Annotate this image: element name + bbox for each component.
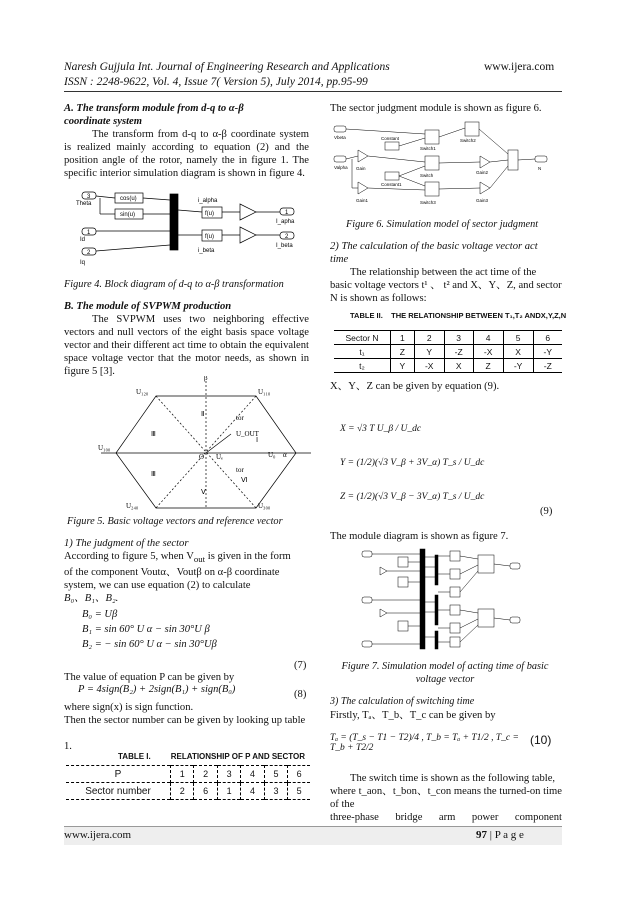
header-rule	[64, 91, 562, 92]
table-2-row-t2	[334, 359, 562, 373]
fig5-sector-5: Ⅴ	[201, 488, 206, 496]
fig4-label-cos: cos(u)	[120, 196, 137, 202]
fig6-label-switch3: Switch3	[420, 200, 436, 205]
fig6-gain1	[358, 182, 368, 194]
fig5-label-origin: O	[199, 453, 205, 461]
table-1-row-p	[66, 766, 310, 783]
figure-7-caption: Figure 7. Simulation model of acting time of basic voltage vector	[341, 661, 549, 685]
fig5-label-alpha: α	[283, 451, 287, 459]
fig5-sector-1: Ⅰ	[256, 436, 259, 444]
table-cell: 4	[241, 783, 264, 800]
fig4-label-fu-2: f(u)	[205, 234, 214, 240]
fig6-label-switch2: Switch2	[460, 138, 476, 143]
table-cell: 1	[171, 766, 194, 783]
fig5-label-uout: U_OUT	[236, 430, 259, 438]
fig4-gain-1	[240, 204, 256, 220]
figure-4-caption: Figure 4. Block diagram of d-q to α-β transformation	[64, 279, 284, 290]
section-a-paragraph: The transform from d-q to α-β coordinate system is realized mainly according to equation (2) and the position angle of the rotor, namely the in figure 1. The specific interior simulation diagram is shown in figure 4.	[64, 129, 309, 179]
journal-url[interactable]: www.ijera.com	[484, 61, 555, 73]
fig4-label-out-2: 2	[285, 234, 289, 240]
fig5-label-u0: U₀	[268, 451, 276, 459]
final-paragraph: The switch time is shown as the following table, where t_aon、t_bon、t_con means the turned-on time of the three-phase bridge arm power component	[330, 773, 562, 823]
fig5-sector-3: Ⅲ	[151, 430, 156, 438]
table-cell: Sector N	[345, 332, 379, 343]
table-2-row-t1	[334, 345, 562, 359]
equation-8: P = 4sign(B₂) + 2sign(B₁) + sign(B₀)	[78, 684, 236, 695]
table-2-title: TABLE II. THE RELATIONSHIP BETWEEN T₁,T₂ ANDX,Y,Z,N	[350, 311, 567, 320]
table-cell: 2	[171, 783, 194, 800]
fig4-label-id: Id	[80, 237, 86, 243]
equation-7-number: (7)	[294, 660, 307, 671]
paragraph-p-intro: The value of equation P can be given by	[64, 672, 235, 683]
fig6-label-n: N	[538, 166, 542, 171]
table-2	[334, 330, 562, 373]
fig6-gain	[358, 150, 368, 162]
fig6-label-gain2: Gain2	[476, 170, 489, 175]
fig4-label-iapha: I_apha	[276, 219, 295, 225]
table-cell: 6	[194, 783, 217, 800]
table-cell: 3	[264, 783, 287, 800]
paragraph-one: 1.	[64, 741, 72, 752]
fig5-label-tor2: tor	[236, 466, 244, 474]
fig6-label-constant: Constant	[381, 136, 400, 141]
fig6-label-valpha: Valpha	[334, 165, 348, 170]
equation-9-z: Z = (1/2)(√3 V_β − 3V_α) T_s / U_dc	[340, 492, 485, 502]
table-cell: 3	[444, 331, 473, 345]
equation-10-number: (10)	[530, 733, 552, 747]
equation-10: Tₐ = (T_s − T1 − T2)/4 , T_b = Tₐ + T1/2 , T_c = T_b + T2/2	[330, 733, 519, 753]
subsection-2-heading: 2) The calculation of the basic voltage vector act time	[330, 241, 538, 265]
table-cell: 1	[391, 331, 415, 345]
figure-7-intro: The module diagram is shown as figure 7.	[330, 531, 509, 542]
footer-url[interactable]: www.ijera.com	[64, 829, 132, 841]
fig4-mux	[170, 194, 178, 250]
table-cell: 5	[503, 331, 533, 345]
fig4-label-ibeta-out: I_beta	[276, 243, 293, 249]
table-cell: 1	[217, 783, 240, 800]
fig4-label-fu-1: f(u)	[205, 211, 214, 217]
table-1-header-p: P	[114, 768, 122, 780]
table-cell: Y	[391, 359, 415, 373]
table-1-header-sector: Sector number	[85, 785, 151, 797]
fig5-sector-6: Ⅵ	[241, 476, 248, 484]
figure-5-diagram	[96, 376, 316, 511]
fig5-label-u300: U₃₀₀	[258, 502, 271, 510]
table-cell: -X	[473, 345, 503, 359]
table-cell: 3	[217, 766, 240, 783]
table-cell: -Y	[533, 345, 562, 359]
subsection-2-paragraph: The relationship between the act time of the basic voltage vectors t¹ 、 t² and X、Y、Z, and sector N is shown as follows:	[330, 267, 562, 304]
equation-9-x: X = √3 T U_β / U_dc	[340, 424, 422, 434]
table-cell: Y	[414, 345, 444, 359]
footer-page-word: | P a g e	[487, 829, 524, 841]
xyz-intro: X、Y、Z can be given by equation (9).	[330, 381, 500, 392]
section-b-paragraph: The SVPWM uses two neighboring effective vectors and null vectors of the eight basis space voltage vector and their different act time to obtain the equivalent space voltage vector that the motor needs, as shown in figure 5 [3].	[64, 314, 309, 377]
table-cell: 4	[473, 331, 503, 345]
table-cell: Z	[391, 345, 415, 359]
table-cell: 2	[414, 331, 444, 345]
table-cell: -Z	[444, 345, 473, 359]
fig4-label-iq: Iq	[80, 260, 86, 266]
footer-page-number: 97	[476, 829, 487, 841]
fig5-label-ue: Uₑ	[216, 453, 223, 461]
table-cell: 6	[288, 766, 310, 783]
fig5-label-u110: U₁₁₀	[258, 388, 271, 396]
fig6-label-switch: Switch	[420, 173, 434, 178]
table-cell: 6	[533, 331, 562, 345]
fig4-label-3: 3	[87, 194, 91, 200]
equation-b-values	[82, 607, 217, 652]
fig5-sector-2: Ⅱ	[201, 410, 205, 418]
subsection-3-paragraph: Firstly, Tₐ、T_b、T_c can be given by	[330, 710, 496, 721]
table-cell: 4	[241, 766, 264, 783]
equation-9-number: (9)	[540, 506, 553, 517]
fig5-label-u240: U₂₄₀	[126, 502, 139, 510]
table-1	[66, 765, 310, 800]
table-cell: Z	[473, 359, 503, 373]
table-1-title: TABLE I. RELATIONSHIP OF P AND SECTOR	[118, 752, 306, 761]
journal-title: Naresh Gujjula Int. Journal of Engineering Research and Applications	[64, 61, 390, 73]
equation-b2: B₂ = − sin 60° U α − sin 30°Uβ	[82, 639, 217, 650]
figure-5-caption: Figure 5. Basic voltage vectors and reference vector	[67, 516, 283, 527]
paragraph-sign: where sign(x) is sign function.	[64, 702, 194, 713]
table-cell: 5	[264, 766, 287, 783]
subsection-1-paragraph: According to figure 5, when $V_{out}$ is given in the form of the component Voutα、Voutβ on α-β coordinate system, we can use equation (2) to calculate B₀、B₁、B₂.	[64, 551, 291, 605]
table-cell: t₂	[359, 360, 365, 371]
fig4-label-ialpha: i_alpha	[198, 198, 218, 204]
fig6-label-gain: Gain	[356, 166, 366, 171]
figure-6-caption: Figure 6. Simulation model of sector judgment	[346, 219, 539, 230]
fig5-label-u120: U₁₂₀	[136, 388, 149, 396]
fig6-label-constant1: Constant1	[381, 182, 402, 187]
fig6-label-vbeta: Vbeta	[334, 135, 346, 140]
journal-issn: ISSN : 2248-9622, Vol. 4, Issue 7( Version 5), July 2014, pp.95-99	[64, 76, 368, 88]
table-cell: t₁	[359, 346, 365, 357]
fig4-gain-2	[240, 227, 256, 243]
section-a-heading: A. The transform module from d-q to α-β coordinate system	[64, 103, 244, 127]
table-cell: -Z	[533, 359, 562, 373]
equation-b1: B₁ = sin 60° U α − sin 30°U β	[82, 624, 210, 635]
fig4-label-2: 2	[87, 250, 91, 256]
paragraph-then: Then the sector number can be given by looking up table	[64, 715, 306, 726]
fig4-label-ibeta: i_beta	[198, 248, 215, 254]
table-cell: X	[444, 359, 473, 373]
fig4-label-1: 1	[87, 230, 91, 236]
subsection-1-heading: 1) The judgment of the sector	[64, 538, 189, 549]
table-cell: 5	[288, 783, 310, 800]
fig6-label-gain3: Gain3	[476, 198, 489, 203]
fig6-label-gain1: Gain1	[356, 198, 369, 203]
table-cell: -X	[414, 359, 444, 373]
equation-8-number: (8)	[294, 689, 307, 700]
table-cell: 2	[194, 766, 217, 783]
fig4-label-sin: sin(u)	[120, 212, 136, 218]
fig5-sector-4: Ⅲ	[151, 470, 156, 478]
table-cell: X	[503, 345, 533, 359]
equation-9	[340, 412, 484, 514]
fig5-uout-vector	[206, 434, 231, 453]
fig5-label-u100: U₁₀₀	[98, 444, 111, 452]
fig5-label-tor1: tor	[236, 414, 244, 422]
figure-4-diagram	[70, 190, 310, 272]
footer-page	[476, 829, 524, 841]
equation-9-y: Y = (1/2)(√3 V_β + 3V_α) T_s / U_dc	[340, 458, 485, 468]
figure-7-diagram	[360, 547, 530, 653]
fig6-label-switch1: Switch1	[420, 146, 436, 151]
section-b-heading: B. The module of SVPWM production	[64, 301, 232, 312]
table-cell: -Y	[503, 359, 533, 373]
fig5-label-beta: β	[204, 376, 208, 382]
figure-6-diagram	[330, 120, 562, 212]
fig4-label-out-1: 1	[285, 210, 289, 216]
subsection-3-heading: 3) The calculation of switching time	[330, 696, 475, 707]
table-2-header-row	[334, 331, 562, 345]
equation-b0: B₀ = Uβ	[82, 609, 118, 620]
table-1-row-sector	[66, 783, 310, 800]
fig4-label-theta: Theta	[76, 201, 92, 207]
figure-6-intro: The sector judgment module is shown as figure 6.	[330, 103, 542, 114]
